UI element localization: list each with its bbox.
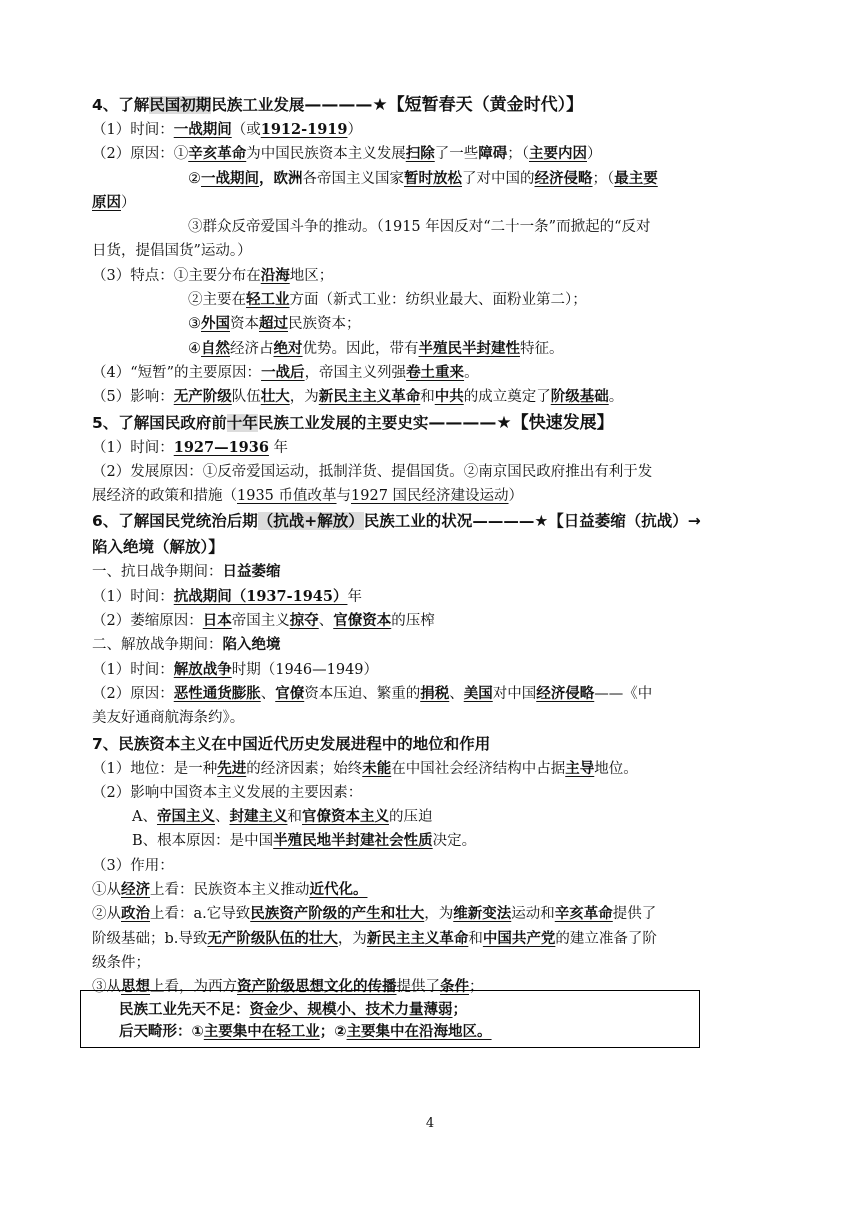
text: 的建立准备了阶	[555, 930, 657, 947]
keyword: 日本	[202, 612, 232, 630]
text: 时期（1946—1949）	[231, 661, 379, 678]
section-4-heading	[92, 92, 772, 118]
keyword: 新民主主义革命	[318, 388, 421, 406]
keyword: 主要集中在轻工业	[203, 1024, 320, 1040]
text: 、	[449, 685, 464, 702]
page-number: 4	[425, 1116, 435, 1131]
section-6-heading	[92, 508, 772, 534]
keyword: 新民主主义革命	[366, 929, 469, 947]
text: （2）萎缩原因：	[92, 613, 203, 630]
keyword: 条件	[440, 978, 469, 996]
text: 。	[608, 389, 624, 406]
keyword: 壮大	[260, 388, 290, 406]
keyword: 扫除	[405, 145, 435, 163]
keyword: 阶级基础	[550, 388, 609, 406]
heading-summary: ————★【短暂春天（黄金时代）】	[304, 95, 584, 115]
text-line	[92, 560, 772, 584]
keyword: 主导	[565, 759, 595, 777]
keyword: 美国	[463, 684, 493, 702]
text: 、	[214, 809, 230, 826]
keyword: 先进	[217, 759, 247, 777]
text: 帝国主义	[231, 613, 290, 630]
keyword: 无产阶级	[173, 388, 232, 406]
text: （或	[231, 122, 261, 138]
text: 阶级基础；b.导致	[92, 930, 208, 947]
keyword: 维新变法	[453, 905, 512, 923]
document-page	[92, 92, 772, 1000]
keyword: 1927 国民经济建设运动	[351, 488, 509, 505]
box-line	[119, 1021, 699, 1043]
keyword: 欧洲	[273, 170, 303, 187]
keyword: 抗战期间（1937-1945）	[173, 587, 348, 605]
text: 的成立奠定了	[463, 389, 551, 406]
text: （1）时间：	[92, 588, 174, 605]
text-line	[92, 682, 772, 706]
keyword: 绝对	[273, 339, 303, 357]
text: ，为	[424, 906, 454, 923]
keyword: 一战期间	[201, 169, 259, 187]
text: 经济占	[230, 340, 274, 357]
highlight-text: 民国初期	[149, 96, 212, 114]
text: ，为	[289, 389, 319, 406]
keyword: 封建主义	[229, 808, 288, 826]
highlight-text: （抗战+解放）	[257, 512, 364, 531]
text-line	[92, 167, 772, 191]
keyword: 沿海	[260, 266, 290, 284]
text-line	[92, 288, 772, 312]
text: 级条件；	[92, 954, 150, 971]
text-line	[92, 951, 772, 975]
keyword: 思想	[121, 978, 150, 996]
keyword: 原因	[92, 193, 121, 211]
text: ③从	[92, 979, 121, 996]
keyword: 一战后	[261, 363, 305, 381]
highlight-text: 十年	[226, 413, 258, 432]
text: ；（	[507, 146, 529, 163]
text: ——《中	[594, 685, 653, 702]
text: 队伍	[231, 389, 261, 406]
keyword: 自然	[201, 339, 230, 357]
text: 后天畸形：①	[119, 1024, 204, 1040]
text: 一、抗日战争期间：	[92, 564, 223, 581]
text: （3）作用：	[92, 857, 174, 874]
text: （1）时间：	[92, 661, 174, 678]
text: ②从	[92, 906, 121, 923]
keyword: 1935 币值改革	[237, 488, 337, 505]
section-6-heading-cont	[92, 534, 772, 560]
text-line	[92, 805, 772, 829]
keyword: 资金少、规模小、技术力量薄弱	[249, 1002, 453, 1018]
text: 地位。	[594, 760, 638, 777]
section-7-heading	[92, 731, 772, 757]
text: ；（	[592, 170, 615, 187]
keyword: 超过	[259, 315, 288, 333]
keyword: 经济侵略	[534, 169, 593, 187]
keyword: 帝国主义	[156, 808, 215, 826]
keyword: 轻工业	[246, 291, 290, 309]
text: （5）影响：	[92, 389, 174, 406]
keyword: 障碍	[478, 146, 508, 163]
text: 、	[318, 613, 334, 630]
heading-text: 民族工业发展	[211, 96, 305, 114]
keyword: 外国	[201, 315, 230, 333]
text: 各帝国主义国家	[302, 170, 404, 187]
keyword: 1927—1936	[173, 438, 269, 456]
text: 的经济因素；始终	[246, 760, 363, 777]
keyword: 官僚资本主义	[301, 808, 389, 826]
text: 的压榨	[391, 613, 435, 630]
text: 地区；	[289, 267, 334, 284]
text: （2）原因：	[92, 685, 174, 702]
text: 对中国	[492, 685, 537, 702]
keyword: 辛亥革命	[554, 905, 613, 923]
text: （4）“短暂”的主要原因：	[92, 364, 262, 381]
text: ）	[586, 146, 602, 163]
text-line	[92, 312, 772, 336]
text: ；②	[319, 1024, 347, 1040]
keyword: 近代化。	[309, 881, 368, 899]
text-line	[92, 215, 772, 239]
text-line	[92, 264, 772, 288]
text: 运动和	[511, 906, 555, 923]
text: （2）发展原因：①反帝爱国运动，抵制洋货、提倡国货。②南京国民政府推出有利于发	[92, 463, 653, 480]
text: ②	[188, 170, 201, 187]
text: （2）影响中国资本主义发展的主要因素：	[92, 784, 363, 801]
text: 上看：民族资本主义推动	[150, 882, 310, 899]
text: 和	[420, 389, 435, 406]
text: 了对中国的	[462, 170, 535, 187]
text: ，帝国主义列强	[304, 364, 407, 381]
text: ②主要在	[188, 292, 246, 309]
text: 方面（新式工业：纺织业最大、面粉业第二）；	[289, 292, 587, 309]
keyword: 经济	[121, 881, 150, 899]
keyword: 半殖民地半封建社会性质	[273, 832, 433, 850]
text: 资本压迫、繁重的	[304, 685, 421, 702]
keyword: 经济侵略	[536, 684, 595, 702]
text-line	[92, 361, 772, 385]
text: 上看，为西方	[150, 979, 237, 996]
text: 二、解放战争期间：	[92, 637, 223, 654]
text-line	[92, 706, 772, 730]
text: 年	[268, 439, 289, 456]
text: ③	[188, 316, 201, 333]
text-line	[92, 757, 772, 781]
keyword: 官僚资本	[333, 612, 392, 630]
text: ，	[259, 170, 274, 187]
text-line	[92, 385, 772, 409]
keyword: 陷入绝境	[222, 637, 281, 654]
text-line	[92, 585, 772, 609]
text: 和	[468, 930, 483, 947]
text: 与	[336, 488, 352, 505]
keyword: 未能	[362, 759, 392, 777]
keyword: 无产阶级队伍的壮大	[207, 929, 338, 947]
keyword: 解放战争	[173, 660, 232, 678]
text: 日货，提倡国货”运动。）	[92, 243, 252, 260]
text: A、	[132, 809, 157, 826]
keyword: 恶性通货膨胀	[173, 684, 261, 702]
text: 了一些	[434, 146, 479, 163]
text-line	[92, 609, 772, 633]
keyword: 最主要	[614, 169, 658, 187]
keyword: 一战期间	[173, 121, 232, 138]
text-line	[92, 633, 772, 657]
box-line	[119, 999, 699, 1021]
text: ③群众反帝爱国斗争的推动。（1915 年因反对“二十一条”而掀起的“反对	[188, 219, 651, 236]
text-line	[92, 781, 772, 805]
text: ，为	[337, 930, 367, 947]
text: ）	[508, 488, 524, 505]
keyword: 中共	[434, 388, 464, 406]
text-line	[92, 460, 772, 484]
summary-box	[80, 990, 700, 1048]
heading-summary: 陷入绝境（解放）】	[92, 538, 224, 557]
keyword: 官僚	[275, 684, 305, 702]
section-5-heading	[92, 410, 772, 436]
keyword: 辛亥革命	[188, 145, 247, 163]
text: 在中国社会经济结构中占据	[391, 760, 566, 777]
text-line	[92, 658, 772, 682]
text: 美友好通商航海条约》。	[92, 710, 245, 727]
text-line	[92, 854, 772, 878]
text-line	[92, 878, 772, 902]
text-line	[92, 484, 772, 508]
heading-text: 5、了解国民政府前	[92, 413, 227, 432]
keyword: 卷土重来	[406, 363, 465, 381]
keyword: 主要集中在沿海地区。	[346, 1024, 492, 1040]
text: 特征。	[520, 340, 564, 357]
heading-text: 民族工业的状况	[363, 512, 473, 531]
text-line	[92, 337, 772, 361]
text: 展经济的政策和措施（	[92, 488, 237, 505]
text: 提供了	[612, 906, 657, 923]
heading-summary: ————★【日益萎缩（抗战）→	[472, 512, 701, 531]
keyword: 民族资产阶级的产生和壮大	[250, 905, 425, 923]
heading-text: 民族工业发展的主要史实	[257, 413, 429, 432]
text: ；	[452, 1002, 467, 1018]
keyword: 日益萎缩	[222, 564, 281, 581]
text: ）	[121, 194, 136, 211]
text: ；	[469, 979, 484, 996]
text: （3）特点：①主要分布在	[92, 267, 261, 284]
heading-text: 6、了解国民党统治后期	[92, 512, 258, 531]
keyword: 半殖民半封建性	[418, 339, 520, 357]
text: 民族工业先天不足：	[119, 1002, 250, 1018]
text: 为中国民族资本主义发展	[246, 146, 406, 163]
heading-text: 7、民族资本主义在中国近代历史发展进程中的地位和作用	[92, 734, 491, 753]
heading-summary: ————★【快速发展】	[428, 412, 614, 433]
text-line	[92, 191, 772, 215]
keyword: 暂时放松	[404, 169, 462, 187]
text: 。	[464, 364, 479, 381]
text: 和	[287, 809, 302, 826]
heading-text: 4、了解	[92, 96, 150, 114]
text: 上看：a.它导致	[150, 906, 251, 923]
text-line	[92, 436, 772, 460]
text-line	[92, 142, 772, 166]
text: 民族资本；	[288, 316, 361, 333]
text: 优势。因此，带有	[302, 340, 419, 357]
keyword: 主要内因	[528, 145, 587, 163]
text: 资本	[230, 316, 259, 333]
text: 决定。	[432, 833, 477, 850]
text: B、根本原因：是中国	[132, 833, 274, 850]
keyword: 中国共产党	[482, 929, 556, 947]
text: 年	[347, 588, 362, 605]
text-line	[92, 118, 772, 142]
text: （1）时间：	[92, 439, 174, 456]
keyword: 1912-1919	[260, 121, 348, 138]
text-line	[92, 927, 772, 951]
text: （1）地位：是一种	[92, 760, 218, 777]
text: 、	[260, 685, 276, 702]
text-line	[92, 902, 772, 926]
keyword: 掠夺	[289, 612, 319, 630]
text: ）	[347, 122, 362, 138]
keyword: 资产阶级思想文化的传播	[237, 978, 397, 996]
text: 的压迫	[388, 809, 433, 826]
text-line	[92, 239, 772, 263]
keyword: 捐税	[420, 684, 450, 702]
text: ①从	[92, 882, 121, 899]
keyword: 政治	[121, 905, 150, 923]
text: ④	[188, 340, 201, 357]
text: （1）时间：	[92, 122, 174, 138]
text: 提供了	[396, 979, 440, 996]
text: （2）原因：①	[92, 146, 189, 163]
text-line	[92, 829, 772, 853]
